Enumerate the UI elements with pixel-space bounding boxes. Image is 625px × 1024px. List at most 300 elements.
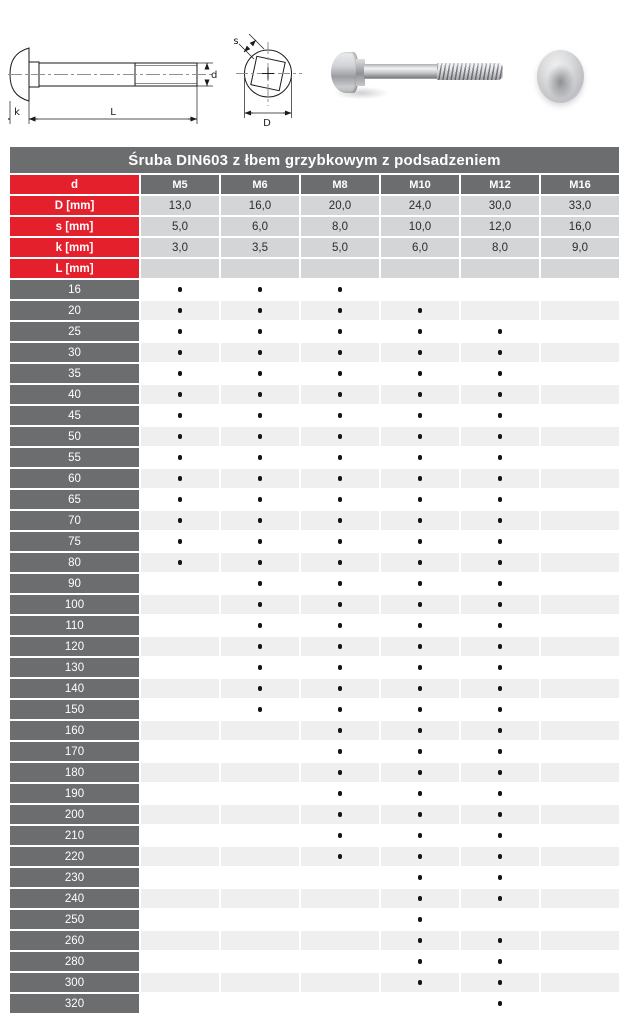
length-label: 300 <box>10 973 139 992</box>
availability-cell <box>541 721 619 740</box>
availability-cell <box>301 406 379 425</box>
availability-dot <box>498 896 502 900</box>
availability-dot <box>498 875 502 879</box>
availability-cell <box>221 280 299 299</box>
availability-cell <box>221 364 299 383</box>
availability-dot <box>498 392 502 396</box>
length-label: 180 <box>10 763 139 782</box>
param-value: 13,0 <box>141 196 219 215</box>
availability-cell <box>221 784 299 803</box>
availability-dot <box>498 791 502 795</box>
availability-cell <box>301 994 379 1013</box>
param-value: 5,0 <box>301 238 379 257</box>
availability-cell <box>381 931 459 950</box>
availability-cell <box>301 637 379 656</box>
availability-cell <box>541 616 619 635</box>
availability-dot <box>258 413 262 417</box>
availability-cell <box>541 406 619 425</box>
availability-dot <box>418 770 422 774</box>
availability-cell <box>541 469 619 488</box>
availability-dot <box>418 917 422 921</box>
length-label: 230 <box>10 868 139 887</box>
availability-cell <box>461 637 539 656</box>
availability-dot <box>338 434 342 438</box>
availability-dot <box>258 518 262 522</box>
availability-cell <box>541 931 619 950</box>
length-label: 120 <box>10 637 139 656</box>
length-label: 50 <box>10 427 139 446</box>
availability-cell <box>301 889 379 908</box>
availability-dot <box>258 455 262 459</box>
availability-cell <box>301 805 379 824</box>
availability-dot <box>418 539 422 543</box>
availability-dot <box>258 434 262 438</box>
availability-cell <box>381 637 459 656</box>
availability-dot <box>338 812 342 816</box>
param-value: 30,0 <box>461 196 539 215</box>
availability-cell <box>221 952 299 971</box>
availability-cell <box>141 322 219 341</box>
availability-dot <box>178 539 182 543</box>
availability-dot <box>338 392 342 396</box>
availability-dot <box>498 812 502 816</box>
availability-cell <box>141 679 219 698</box>
availability-cell <box>461 784 539 803</box>
availability-dot <box>178 371 182 375</box>
availability-cell <box>301 847 379 866</box>
availability-cell <box>381 448 459 467</box>
length-label: 40 <box>10 385 139 404</box>
availability-dot <box>338 602 342 606</box>
availability-cell <box>221 322 299 341</box>
availability-dot <box>418 938 422 942</box>
availability-dot <box>418 518 422 522</box>
availability-dot <box>418 791 422 795</box>
availability-dot <box>418 413 422 417</box>
availability-dot <box>498 455 502 459</box>
dim-label-D: D <box>263 118 271 129</box>
availability-cell <box>221 574 299 593</box>
param-value: 8,0 <box>301 217 379 236</box>
availability-cell <box>381 553 459 572</box>
availability-cell <box>381 322 459 341</box>
availability-cell <box>461 553 539 572</box>
availability-dot <box>258 476 262 480</box>
availability-cell <box>381 427 459 446</box>
length-label: 20 <box>10 301 139 320</box>
availability-dot <box>258 560 262 564</box>
availability-cell <box>541 364 619 383</box>
length-label: 220 <box>10 847 139 866</box>
availability-cell <box>221 532 299 551</box>
param-value <box>301 259 379 278</box>
availability-cell <box>541 385 619 404</box>
param-value <box>221 259 299 278</box>
length-label: 250 <box>10 910 139 929</box>
availability-dot <box>418 455 422 459</box>
availability-cell <box>221 301 299 320</box>
dim-label-k: k <box>14 107 20 118</box>
size-column-header: M10 <box>381 175 459 194</box>
availability-dot <box>258 581 262 585</box>
carriage-bolt-photo <box>331 50 506 98</box>
availability-cell <box>381 490 459 509</box>
availability-cell <box>541 448 619 467</box>
availability-cell <box>301 553 379 572</box>
param-value: 9,0 <box>541 238 619 257</box>
availability-dot <box>178 308 182 312</box>
availability-cell <box>541 574 619 593</box>
availability-dot <box>418 665 422 669</box>
availability-cell <box>461 469 539 488</box>
availability-cell <box>221 616 299 635</box>
availability-cell <box>221 490 299 509</box>
availability-dot <box>338 644 342 648</box>
size-column-header: M6 <box>221 175 299 194</box>
availability-dot <box>418 875 422 879</box>
availability-dot <box>258 497 262 501</box>
length-label: 260 <box>10 931 139 950</box>
availability-dot <box>258 539 262 543</box>
availability-cell <box>461 805 539 824</box>
availability-dot <box>338 518 342 522</box>
availability-dot <box>418 623 422 627</box>
availability-dot <box>418 308 422 312</box>
availability-cell <box>301 301 379 320</box>
param-value <box>461 259 539 278</box>
availability-cell <box>381 910 459 929</box>
availability-cell <box>221 469 299 488</box>
availability-dot <box>338 623 342 627</box>
param-value: 24,0 <box>381 196 459 215</box>
length-label: 110 <box>10 616 139 635</box>
param-value: 6,0 <box>221 217 299 236</box>
availability-cell <box>541 490 619 509</box>
length-label: 75 <box>10 532 139 551</box>
availability-dot <box>258 392 262 396</box>
availability-cell <box>381 721 459 740</box>
availability-cell <box>141 910 219 929</box>
availability-cell <box>541 910 619 929</box>
availability-cell <box>301 427 379 446</box>
availability-cell <box>381 742 459 761</box>
availability-dot <box>338 539 342 543</box>
availability-dot <box>418 476 422 480</box>
param-value: 10,0 <box>381 217 459 236</box>
length-label: 130 <box>10 658 139 677</box>
availability-dot <box>498 665 502 669</box>
availability-cell <box>141 616 219 635</box>
availability-dot <box>498 1001 502 1005</box>
availability-dot <box>178 560 182 564</box>
availability-cell <box>221 637 299 656</box>
param-value: 33,0 <box>541 196 619 215</box>
availability-cell <box>141 469 219 488</box>
param-value: 3,0 <box>141 238 219 257</box>
availability-cell <box>221 994 299 1013</box>
availability-dot <box>258 602 262 606</box>
availability-cell <box>541 784 619 803</box>
availability-dot <box>178 329 182 333</box>
availability-dot <box>178 350 182 354</box>
availability-cell <box>301 532 379 551</box>
availability-cell <box>541 280 619 299</box>
availability-cell <box>221 868 299 887</box>
availability-cell <box>301 448 379 467</box>
availability-dot <box>418 749 422 753</box>
availability-cell <box>541 700 619 719</box>
availability-dot <box>338 413 342 417</box>
availability-cell <box>141 742 219 761</box>
availability-cell <box>141 448 219 467</box>
availability-cell <box>301 973 379 992</box>
param-label-s: s [mm] <box>10 217 139 236</box>
availability-dot <box>178 434 182 438</box>
availability-dot <box>338 287 342 291</box>
availability-cell <box>541 763 619 782</box>
availability-cell <box>461 700 539 719</box>
param-value: 12,0 <box>461 217 539 236</box>
availability-cell <box>541 994 619 1013</box>
availability-cell <box>301 364 379 383</box>
availability-cell <box>541 511 619 530</box>
availability-cell <box>221 406 299 425</box>
availability-cell <box>301 679 379 698</box>
availability-cell <box>301 343 379 362</box>
availability-cell <box>541 532 619 551</box>
availability-cell <box>301 826 379 845</box>
availability-cell <box>381 994 459 1013</box>
availability-cell <box>461 574 539 593</box>
availability-cell <box>301 931 379 950</box>
availability-dot <box>338 770 342 774</box>
availability-cell <box>541 658 619 677</box>
availability-cell <box>381 574 459 593</box>
availability-dot <box>338 455 342 459</box>
size-column-header: M5 <box>141 175 219 194</box>
availability-dot <box>418 707 422 711</box>
availability-dot <box>258 707 262 711</box>
availability-cell <box>461 595 539 614</box>
availability-dot <box>258 287 262 291</box>
availability-cell <box>301 595 379 614</box>
availability-dot <box>418 644 422 648</box>
availability-cell <box>141 574 219 593</box>
availability-dot <box>498 980 502 984</box>
availability-dot <box>178 455 182 459</box>
param-value: 5,0 <box>141 217 219 236</box>
availability-cell <box>461 679 539 698</box>
availability-cell <box>141 826 219 845</box>
availability-dot <box>498 434 502 438</box>
availability-cell <box>221 658 299 677</box>
availability-cell <box>221 826 299 845</box>
availability-cell <box>221 700 299 719</box>
availability-cell <box>541 679 619 698</box>
availability-dot <box>498 518 502 522</box>
length-label: 16 <box>10 280 139 299</box>
availability-dot <box>338 728 342 732</box>
availability-cell <box>221 721 299 740</box>
availability-cell <box>381 826 459 845</box>
availability-cell <box>301 784 379 803</box>
param-value: 8,0 <box>461 238 539 257</box>
table-title: Śruba DIN603 z łbem grzybkowym z podsadzeniem <box>10 147 619 173</box>
availability-cell <box>461 364 539 383</box>
availability-dot <box>258 644 262 648</box>
availability-dot <box>338 476 342 480</box>
availability-cell <box>461 448 539 467</box>
length-label: 80 <box>10 553 139 572</box>
length-label: 210 <box>10 826 139 845</box>
availability-cell <box>461 847 539 866</box>
availability-dot <box>498 581 502 585</box>
availability-dot <box>498 602 502 606</box>
availability-dot <box>178 392 182 396</box>
availability-cell <box>141 427 219 446</box>
availability-dot <box>258 665 262 669</box>
spec-grid <box>10 175 619 1013</box>
availability-cell <box>301 952 379 971</box>
availability-cell <box>381 364 459 383</box>
availability-cell <box>461 616 539 635</box>
availability-cell <box>461 721 539 740</box>
availability-dot <box>498 749 502 753</box>
length-label: 35 <box>10 364 139 383</box>
availability-cell <box>141 784 219 803</box>
availability-dot <box>418 497 422 501</box>
length-label: 90 <box>10 574 139 593</box>
dim-label-L: L <box>110 107 116 118</box>
availability-cell <box>381 763 459 782</box>
length-label: 140 <box>10 679 139 698</box>
availability-cell <box>141 511 219 530</box>
availability-cell <box>141 490 219 509</box>
availability-cell <box>381 658 459 677</box>
product-illustrations <box>0 0 625 146</box>
length-label: 100 <box>10 595 139 614</box>
availability-dot <box>338 497 342 501</box>
availability-cell <box>221 679 299 698</box>
availability-dot <box>498 539 502 543</box>
availability-cell <box>141 700 219 719</box>
availability-cell <box>301 616 379 635</box>
availability-cell <box>141 553 219 572</box>
availability-cell <box>461 490 539 509</box>
availability-dot <box>338 665 342 669</box>
availability-dot <box>418 833 422 837</box>
availability-dot <box>498 644 502 648</box>
availability-cell <box>541 973 619 992</box>
dim-label-s: s <box>233 36 239 47</box>
param-value: 6,0 <box>381 238 459 257</box>
mushroom-head-photo <box>537 50 584 103</box>
availability-cell <box>541 637 619 656</box>
availability-dot <box>178 476 182 480</box>
availability-cell <box>141 763 219 782</box>
param-label-k: k [mm] <box>10 238 139 257</box>
availability-dot <box>498 476 502 480</box>
availability-dot <box>498 707 502 711</box>
availability-cell <box>141 532 219 551</box>
availability-cell <box>301 574 379 593</box>
availability-cell <box>461 532 539 551</box>
availability-cell <box>541 952 619 971</box>
availability-dot <box>498 371 502 375</box>
availability-cell <box>221 385 299 404</box>
availability-dot <box>418 896 422 900</box>
param-value: 20,0 <box>301 196 379 215</box>
param-label-D: D [mm] <box>10 196 139 215</box>
availability-dot <box>498 497 502 501</box>
param-value <box>381 259 459 278</box>
availability-cell <box>461 385 539 404</box>
availability-cell <box>141 406 219 425</box>
availability-cell <box>141 805 219 824</box>
availability-dot <box>498 350 502 354</box>
availability-cell <box>461 742 539 761</box>
availability-cell <box>461 658 539 677</box>
availability-cell <box>301 721 379 740</box>
param-value <box>141 259 219 278</box>
availability-cell <box>461 427 539 446</box>
length-label: 65 <box>10 490 139 509</box>
availability-dot <box>498 959 502 963</box>
availability-dot <box>418 812 422 816</box>
param-value: 3,5 <box>221 238 299 257</box>
availability-dot <box>418 371 422 375</box>
availability-dot <box>498 686 502 690</box>
availability-cell <box>381 973 459 992</box>
availability-dot <box>418 980 422 984</box>
availability-cell <box>461 280 539 299</box>
availability-cell <box>221 910 299 929</box>
availability-cell <box>541 595 619 614</box>
availability-cell <box>381 952 459 971</box>
length-label: 30 <box>10 343 139 362</box>
availability-cell <box>301 322 379 341</box>
length-label: 170 <box>10 742 139 761</box>
availability-dot <box>498 938 502 942</box>
availability-dot <box>338 308 342 312</box>
availability-cell <box>141 595 219 614</box>
availability-cell <box>221 511 299 530</box>
availability-dot <box>418 392 422 396</box>
availability-cell <box>381 511 459 530</box>
availability-cell <box>381 343 459 362</box>
availability-dot <box>258 350 262 354</box>
availability-cell <box>301 910 379 929</box>
availability-cell <box>301 511 379 530</box>
availability-dot <box>418 434 422 438</box>
length-label: 320 <box>10 994 139 1013</box>
availability-dot <box>338 833 342 837</box>
availability-dot <box>338 854 342 858</box>
availability-dot <box>338 581 342 585</box>
availability-dot <box>418 581 422 585</box>
param-label-d: d <box>10 175 139 194</box>
length-label: 60 <box>10 469 139 488</box>
length-label: 45 <box>10 406 139 425</box>
length-label: 25 <box>10 322 139 341</box>
availability-dot <box>178 413 182 417</box>
availability-cell <box>541 742 619 761</box>
length-label: 70 <box>10 511 139 530</box>
availability-cell <box>221 595 299 614</box>
availability-dot <box>498 770 502 774</box>
availability-cell <box>141 343 219 362</box>
availability-cell <box>381 385 459 404</box>
